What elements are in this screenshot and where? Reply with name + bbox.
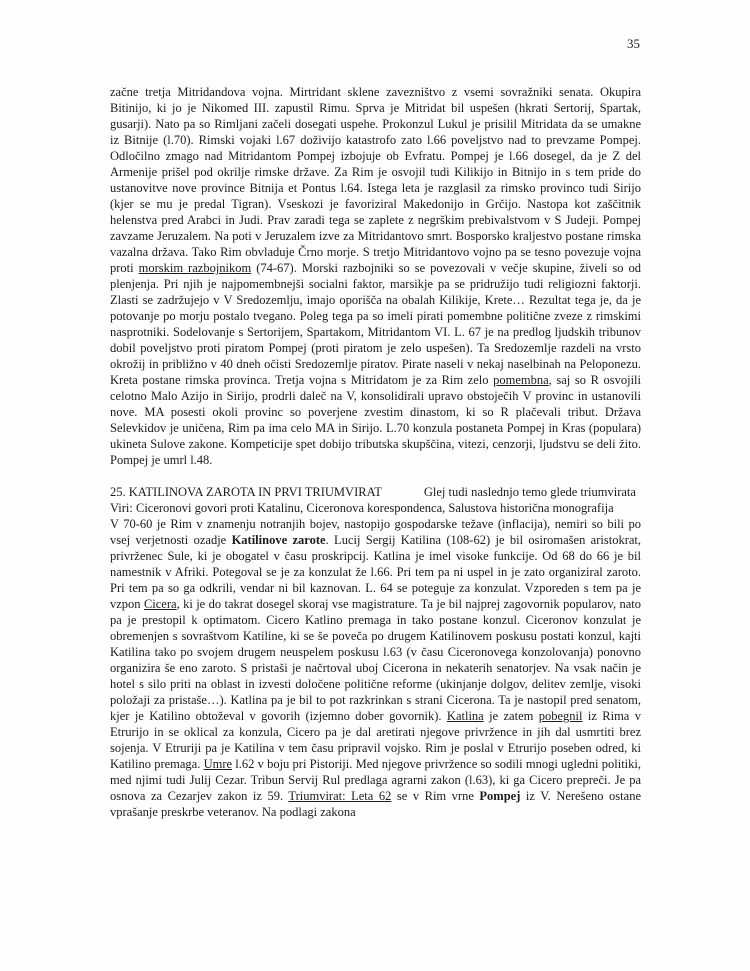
text-segment-underline: Triumvirat: Leta 62 [288,789,392,803]
text-segment-underline: Katlina [446,709,484,723]
text-segment-normal: začne tretja Mitridandova vojna. Mirtridant sklene zavezništvo z vsemi sovražniki senata. Okupira Bitinijo, ki jo je Nikomed III. zapustil Rimu. Sprva je Mitridat bil uspešen (hkrati Sertorij, Spartak, gusarji). Nato pa so Rimljani začeli dosegati uspehe. Prokonzul Lukul je prisilil Mitridata da se umakne iz Bitnije (l.70). Rimski vojaki l.67 doživijo katastrofo zato l.66 poveljstvo nad to prevzame Pompej. Odločilno zmago nad Mitridantom Pompej izbojuje ob Evfratu. Pompej je l.66 dosegel, da je Z del Armenije prišel pod okrilje rimske države. Za Rim je osvojil tudi Kilikijo in Bitnijo in s tem pride do ustanovitve nove province Bitnija et Pontus l.64. Istega leta je razglasil za rimsko provinco tudi Sirijo (kjer se mu je predal Tigran). Vseskozi je favoriziral Makedonijo in Grčijo. Nastopa kot zaščitnik helenstva pred Arabci in Judi. Prav zaradi tega se zaplete z negrškim prebivalstvom v S Judeji. Pompej zavzame Jeruzalem. Na poti v Jeruzalem izve za Mitridantovo smrt. Bosporsko kraljestvo postane rimska vazalna država. Tako Rim obvladuje Črno morje. S tretjo Mitridantovo vojno pa se tesno povezuje vojna proti [110,85,641,275]
paragraph-third-mithridatic-war [110,84,641,468]
text-segment-normal: V 70-60 je Rim v znamenju notranjih bojev, nastopijo gospodarske težave (inflacija), nemiri so bili po vsej verjetnosti ozadje [110,517,641,547]
text-segment-underline: pomembna [493,373,549,387]
text-segment-normal: , ki je do takrat dosegel skoraj vse magistrature. Ta je bil najprej zagovornik popularov, nato pa je prestopil k optimatom. Cicero Katlino premaga in tako postane konzul. Ciceronov konzulat je obremenjen s sovraštvom Katiline, ki se še poveča po drugem Katilinovem poskusu postati konzul, kajti Katilina tako po svojem drugem neuspelem poskusu l.63 (v času Ciceronovega konzolovanja) ponovno organizira še eno zaroto. S pristaši je načrtoval uboj Cicerona in nekaterih senatorjev. Na vsak način je hotel s silo priti na oblast in izvesti določene politične reforme (ukinjanje dolgov, delitev zemlje, visoki položaji za pristaše…). Katlina pa je bil to pot razkrinkan s strani Cicerona. Ta je nastopil pred senatom, kjer je Katilino obtoževal v govorih (izjemno dober govornik). [110,597,641,723]
text-segment-underline: morskim razbojnikom [138,261,252,275]
text-segment-normal: l.62 v boju pri Pistoriji. Med njegove privržence so sodili mnogi ugledni politiki, med njimi tudi Julij Cezar. Tribun Servij Rul predlaga agrarni zakon (l.63), ki ga Cicero prepreči. Je pa osnova za Cezarjev zakon iz 59. [110,757,641,803]
text-segment-normal: se v Rim vrne [391,789,480,803]
paragraph-sources [110,500,641,516]
text-segment-normal: Glej tudi naslednjo temo glede triumvirata [423,485,636,499]
text-segment-underline: Umre [203,757,233,771]
text-segment-normal: (74-67). Morski razbojniki so se povezovali v večje skupine, živeli so od plenjenja. Pri njih je najpomembnejši socialni faktor, marsikje pa se pridružijo tudi religiozni faktorji. Zlasti se zadržujejo v V Sredozemlju, imajo oporišča na obalah Kilikije, Krete… Rezultat tega je, da je potovanje po morju postalo tvegano. Poleg tega pa so imeli pirati pomembne politične zveze z rimskimi nasprotniki. Sodelovanje s Sertorijem, Spartakom, Mitridantom VI. L. 67 je na predlog ljudskih tribunov dobil poveljstvo proti piratom Pompej (proti piratom je zelo uspešen). Ta Sredozemlje razdeli na vrsto okrožij in približno v 40 dneh očisti Sredozemlje piratov. Pirate naseli v nekaj naselbinah na Peloponezu. Kreta postane rimska provinca. Tretja vojna s Mitridatom je za Rim zelo [110,261,642,387]
text-segment-normal: Viri: Ciceronovi govori proti Katalinu, Ciceronova korespondenca, Salustova historična monografija [110,501,614,515]
text-segment-normal: je zatem [483,709,539,723]
text-segment-bold: Pompej [479,789,521,803]
section-heading-catiline-conspiracy-triumvirate [110,484,641,500]
text-segment-normal: iz V. Nerešeno ostane vprašanje preskrbe veteranov. Na podlagi zakona [110,789,641,819]
text-segment-normal: iz Rima v Etrurijo in se oklical za konzula, Cicero pa je dal aretirati njegove privržence in jih dal usmrtiti brez sojenja. V Etruriji pa je Katilina v tem času pripravil vojsko. Rim je poslal v Etrurijo poseben odred, ki Katilino premaga. [110,709,641,771]
text-segment-underline: Cicera [143,597,177,611]
paragraph-catiline-conspiracy [110,516,641,820]
document-body [110,84,641,820]
text-segment-normal: . Lucij Sergij Katilina (108-62) je bil osiromašen aristokrat, privrženec Sule, ki je obogatel v času proskripcij. Katlina je imel visoke funkcije. Od 68 do 66 je bil namestnik v Afriki. Potegoval se je za konzulat že l.66. Pri tem pa ni uspel in je zato organiziral zaroto. Pri tem pa so ga odkrili, vendar ni bil kaznovan. L. 64 se poteguje za konzulat. Vzporeden s tem pa je vzpon [110,533,641,611]
text-segment-bold: Katilinove zarote [231,533,326,547]
text-segment-normal: , saj so R osvojili celotno Malo Azijo in Sirijo, prodrli daleč na V, konsolidirali upravo obstoječih V provinc in ustanovili nove. MA posesti okoli provinc so poverjene zvestim dinastom, ki so R plačevali tribut. Država Selevkidov je uničena, Rim pa ima celo MA in Sirijo. L.70 konzula postaneta Pompej in Kras (populara) ukineta Sulove zakone. Kompeticije spet dobijo tributska skupščina, vitezi, cenzorji, ljudstvu se deli žito. Pompej je umrl l.48. [110,373,641,467]
page-number: 35 [627,36,640,51]
text-segment-normal: 25. KATILINOVA ZAROTA IN PRVI TRIUMVIRAT [110,485,382,499]
text-segment-underline: pobegnil [538,709,583,723]
